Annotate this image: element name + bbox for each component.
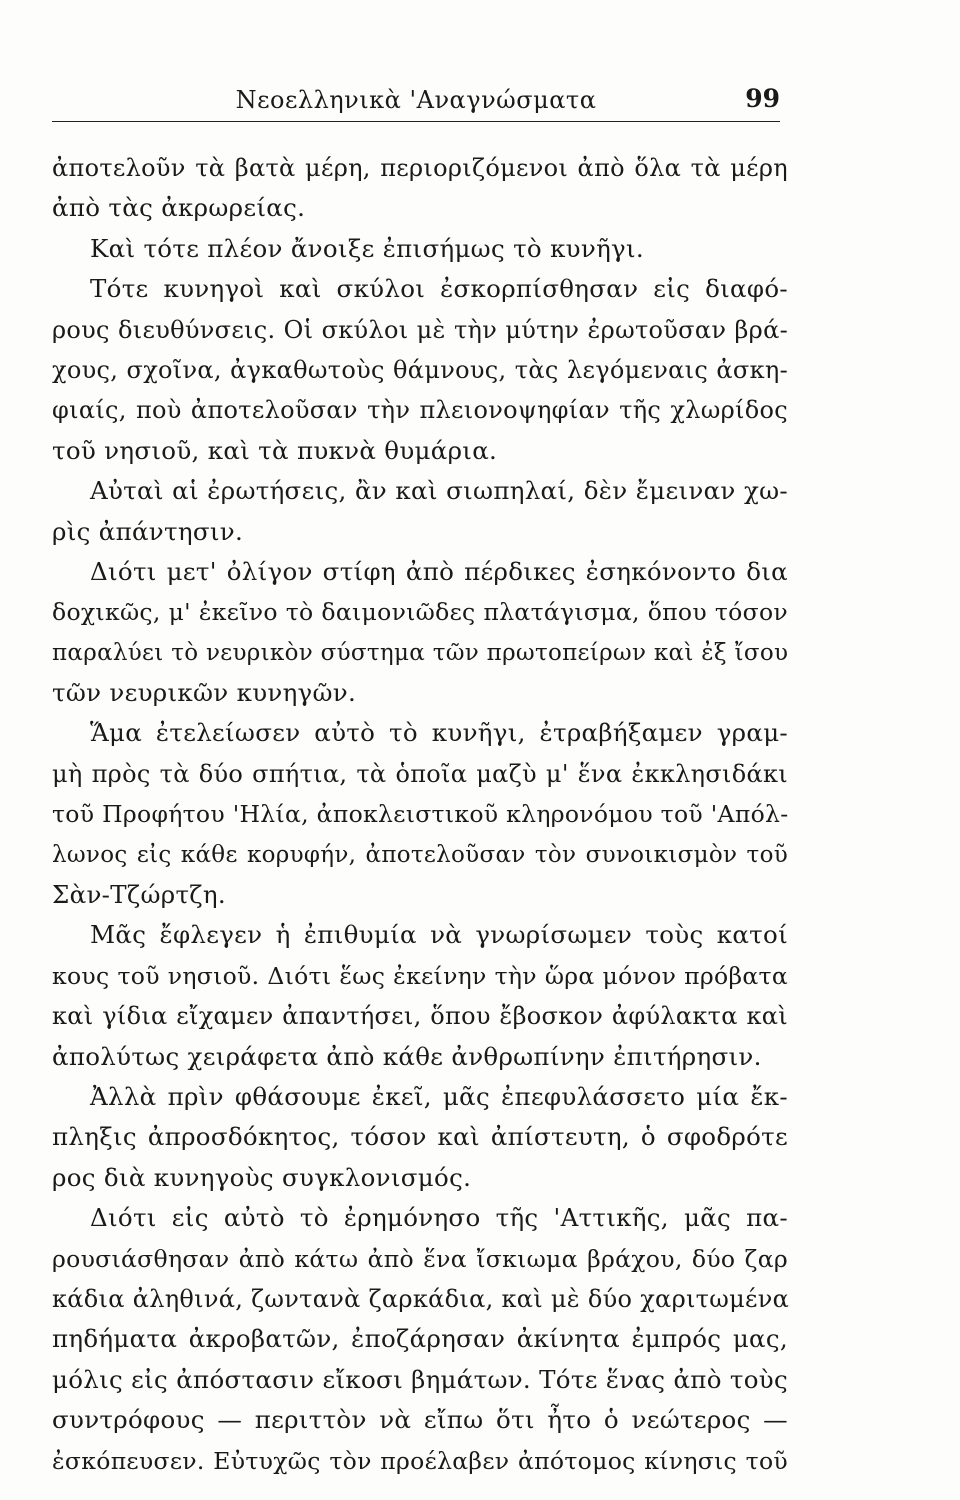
text-line: ρους διευθύνσεις. Οἱ σκύλοι μὲ τὴν μύτην ἐρωτοῦσαν βρά- <box>52 315 788 344</box>
text-line: μὴ πρὸς τὰ δύο σπήτια, τὰ ὁποῖα μαζὺ μ' ἕνα ἐκκλησιδάκι <box>52 759 788 788</box>
text-line: Ἅμα ἐτελείωσεν αὐτὸ τὸ κυνῆγι, ἐτραβήξαμεν γραμ- <box>90 718 788 748</box>
text-line: δοχικῶς, μ' ἐκεῖνο τὸ δαιμονιῶδες πλατάγισμα, ὅπου τόσον <box>52 598 788 627</box>
text-line: φιαίς, ποὺ ἀποτελοῦσαν τὴν πλειονοψηφίαν τῆς χλωρίδος <box>52 396 788 425</box>
text-line: τῶν νευρικῶν κυνηγῶν. <box>52 678 357 708</box>
text-line: καὶ γίδια εἴχαμεν ἀπαντήσει, ὅπου ἔβοσκον ἀφύλακτα καὶ <box>52 1002 788 1031</box>
text-line: τοῦ Προφήτου 'Ηλία, ἀποκλειστικοῦ κληρονόμου τοῦ 'Απόλ- <box>52 800 789 829</box>
text-line: Αὐταὶ αἱ ἐρωτήσεις, ἂν καὶ σιωπηλαί, δὲν ἔμειναν χω- <box>90 476 788 506</box>
text-line: πληξις ἀπροσδόκητος, τόσον καὶ ἀπίστευτη, ὁ σφοδρότε <box>52 1122 788 1152</box>
text-line: ρος διὰ κυνηγοὺς συγκλονισμός. <box>52 1162 472 1192</box>
running-head <box>52 80 780 120</box>
page-number: 99 <box>745 84 780 113</box>
text-line: κους τοῦ νησιοῦ. Διότι ἕως ἐκείνην τὴν ὥρα μόνον πρόβατα <box>52 961 788 990</box>
text-line: λωνος εἰς κάθε κορυφήν, ἀποτελοῦσαν τὸν συνοικισμὸν τοῦ <box>52 841 788 868</box>
text-line: παραλύει τὸ νευρικὸν σύστημα τῶν πρωτοπείρων καὶ ἐξ ἴσου <box>52 639 789 666</box>
text-line: ρουσιάσθησαν ἀπὸ κάτω ἀπὸ ἕνα ἴσκιωμα βράχου, δύο ζαρ <box>52 1244 788 1273</box>
text-line: ἀπολύτως χειράφετα ἀπὸ κάθε ἀνθρωπίνην ἐπιτήρησιν. <box>52 1041 762 1071</box>
text-line: Τότε κυνηγοὶ καὶ σκύλοι ἐσκορπίσθησαν εἰς διαφό- <box>90 274 788 304</box>
text-line: κάδια ἀληθινά, ζωντανὰ ζαρκάδια, καὶ μὲ δύο χαριτωμένα <box>52 1284 790 1313</box>
text-line: Διότι εἰς αὐτὸ τὸ ἐρημόνησο τῆς 'Αττικῆς, μᾶς πα- <box>90 1203 788 1233</box>
text-line: ἀποτελοῦν τὰ βατὰ μέρη, περιοριζόμενοι ἀπὸ ὅλα τὰ μέρη <box>52 154 788 182</box>
text-line: πηδήματα ἀκροβατῶν, ἐποζάρησαν ἀκίνητα ἐμπρός μας, <box>52 1324 788 1354</box>
text-line: ἀπὸ τὰς ἀκρωρείας. <box>52 193 306 223</box>
text-line: ἐσκόπευσεν. Εὐτυχῶς τὸν προέλαβεν ἀπότομος κίνησις τοῦ <box>52 1446 788 1475</box>
header-rule <box>52 121 780 122</box>
text-line: Μᾶς ἔφλεγεν ἡ ἐπιθυμία νὰ γνωρίσωμεν τοὺς κατοί <box>90 920 788 950</box>
text-line: Ἀλλὰ πρὶν φθάσουμε ἐκεῖ, μᾶς ἐπεφυλάσσετο μία ἔκ- <box>90 1081 788 1111</box>
text-line: Διότι μετ' ὀλίγον στίφη ἀπὸ πέρδικες ἐσηκόνοντο δια <box>90 556 788 586</box>
text-line: ρὶς ἀπάντησιν. <box>52 516 244 546</box>
text-line: Σὰν-Τζώρτζη. <box>52 880 226 910</box>
text-line: χους, σχοῖνα, ἀγκαθωτοὺς θάμνους, τὰς λεγόμεναις ἀσκη- <box>52 355 788 384</box>
running-title: Νεοελληνικὰ 'Αναγνώσματα <box>235 86 597 114</box>
text-line: Καὶ τότε πλέον ἄνοιξε ἐπισήμως τὸ κυνῆγι. <box>90 233 644 263</box>
text-line: τοῦ νησιοῦ, καὶ τὰ πυκνὰ θυμάρια. <box>52 435 498 465</box>
text-line: μόλις εἰς ἀπόστασιν εἴκοσι βημάτων. Τότε ἕνας ἀπὸ τοὺς <box>52 1364 788 1394</box>
body-text <box>52 148 788 1481</box>
text-line: συντρόφους — περιττὸν νὰ εἴπω ὅτι ἦτο ὁ νεώτερος — <box>52 1405 788 1435</box>
